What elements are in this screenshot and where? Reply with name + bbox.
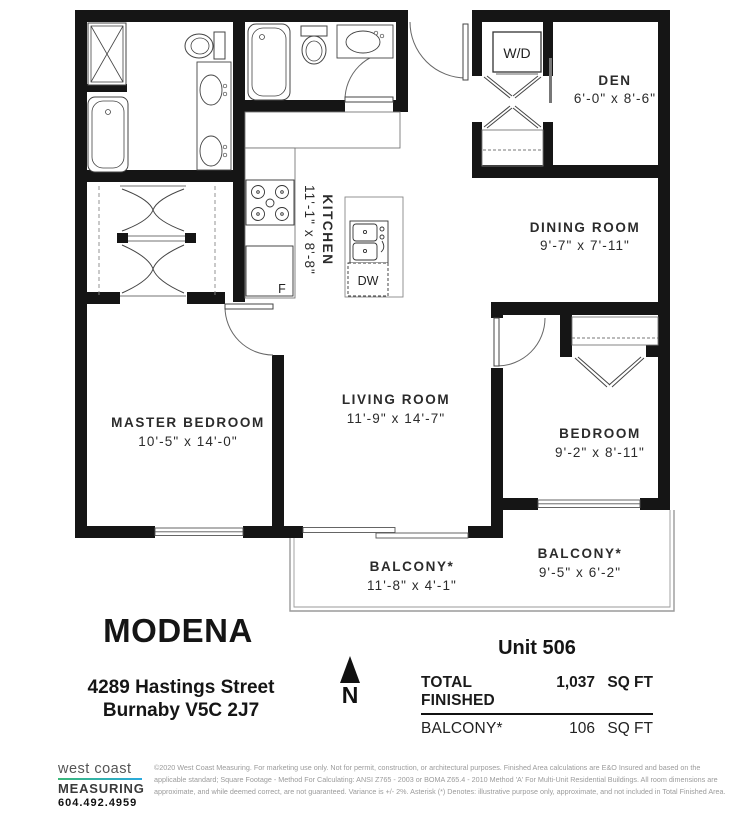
room-label-bedroom (555, 426, 645, 460)
address-line1: 4289 Hastings Street (87, 677, 275, 698)
measuring-company-logo (58, 761, 145, 810)
wall-segment (472, 165, 670, 178)
room-name: MASTER BEDROOM (111, 415, 265, 430)
entry-closet-shelf (482, 130, 543, 166)
wall-segment (503, 498, 538, 510)
bedroom-door (494, 318, 545, 366)
wall-segment (646, 345, 658, 357)
disclaimer-line: approximate, and while deemed correct, are not guaranteed. Variance is +/- 2%. Asterisk (*) Denotes: illustrative purpose only, approximate, and not included in Total Finished Area. (154, 787, 726, 796)
area-unit: SQ FT (607, 720, 653, 737)
address-line2: Burnaby V5C 2J7 (102, 700, 260, 721)
room-label-den (574, 73, 656, 106)
wall-segment (187, 292, 225, 304)
wall-segment (472, 10, 670, 22)
toilet (185, 32, 225, 59)
room-dims: 9'-2" x 8'-11" (555, 445, 645, 460)
area-row-total (421, 672, 653, 715)
wall-segment (491, 498, 503, 538)
master-closet-bifolds (99, 186, 215, 298)
ensuite-fixtures (88, 23, 231, 172)
wall-segment (472, 22, 482, 76)
fridge-label: F (278, 282, 286, 296)
main-bath-fixtures (248, 24, 393, 100)
logo-phone: 604.492.4959 (58, 797, 138, 809)
kitchen-counter (245, 112, 400, 148)
room-dims: 10'-5" x 14'-0" (138, 434, 238, 449)
bathtub (88, 97, 128, 172)
room-name: BALCONY* (369, 559, 455, 574)
island-sink (350, 221, 388, 263)
bathtub (248, 24, 290, 100)
windows (155, 500, 640, 538)
room-label-balcony-bedroom (538, 546, 623, 580)
room-name: DINING ROOM (529, 220, 641, 235)
wall-segment (658, 10, 670, 510)
stove (246, 180, 294, 225)
vanity-double-sink (197, 62, 231, 170)
room-label-dining (530, 220, 641, 253)
fridge (246, 246, 293, 296)
wall-segment (243, 526, 303, 538)
wall-segment (491, 302, 503, 318)
entry-door (410, 22, 468, 80)
area-unit: SQ FT (607, 674, 653, 691)
wd-closet-bifold (484, 76, 541, 98)
room-label-living (342, 392, 450, 426)
room-dims: 9'-7" x 7'-11" (540, 238, 630, 253)
building-name: MODENA (103, 612, 253, 649)
shower (88, 23, 126, 85)
wall-segment (560, 315, 572, 357)
disclaimer-line: applicable standard; Square Footage - Method For Calculating: ANSI Z765 - 2003 or BOMA Z65.4 - 2010 Method 'A' For Multi-Unit Residential Buildings. All room dimensions are (154, 775, 718, 784)
wall-segment (549, 58, 552, 103)
master-bedroom-door (225, 304, 273, 355)
area-summary (421, 637, 653, 741)
wall-segment (245, 100, 345, 112)
bedroom-closet-shelf (572, 317, 658, 345)
toilet (301, 26, 327, 64)
logo-line2: MEASURING (58, 781, 145, 796)
north-label: N (341, 682, 359, 708)
area-label: TOTAL FINISHED (421, 674, 495, 709)
wall-segment (491, 368, 503, 498)
room-name: BEDROOM (559, 426, 641, 441)
room-name: DEN (598, 73, 632, 88)
room-dims: 6'-0" x 8'-6" (573, 91, 657, 106)
room-name: KITCHEN (320, 194, 335, 266)
unit-label: Unit 506 (498, 637, 576, 659)
room-name: BALCONY* (537, 546, 623, 561)
wall-segment (185, 233, 196, 243)
disclaimer (154, 762, 726, 798)
area-label: BALCONY* (421, 720, 503, 737)
bedroom-closet-bifold (575, 357, 644, 387)
title-block (88, 612, 268, 650)
logo-line1: west coast (58, 761, 132, 777)
address (58, 676, 304, 722)
area-value: 106 (569, 720, 595, 737)
wall-segment (117, 233, 128, 243)
living-sliding-door (303, 528, 468, 539)
sink (337, 25, 393, 58)
room-label-balcony-living (367, 559, 457, 593)
area-row-balcony (421, 715, 653, 741)
compass (330, 656, 370, 707)
wall-segment (640, 498, 670, 510)
north-arrow-icon (340, 656, 360, 683)
wall-segment (233, 10, 245, 302)
disclaimer-line: ©2020 West Coast Measuring. For marketing use only. Not for permit, construction, or architectural purposes. Finished Area calculations are E&O Insured and based on the (154, 763, 701, 772)
logo-underline (58, 778, 142, 780)
bedroom-window (538, 500, 640, 508)
room-dims: 11'-1" x 8'-8" (302, 185, 317, 275)
wall-segment (396, 10, 408, 112)
wall-segment (543, 122, 553, 170)
bathroom-door (345, 52, 393, 102)
entry-closet-bifold (484, 106, 541, 128)
wall-segment (503, 302, 670, 315)
room-label-master (111, 415, 265, 449)
footer (58, 762, 733, 810)
washer-dryer-label: W/D (503, 45, 531, 61)
master-window (155, 528, 243, 536)
wall-segment (87, 292, 120, 304)
room-dims: 11'-8" x 4'-1" (367, 578, 457, 593)
room-dims: 9'-5" x 6'-2" (538, 565, 622, 580)
room-label-kitchen (302, 185, 335, 275)
area-value: 1,037 (556, 674, 595, 691)
dishwasher-label: DW (357, 274, 379, 288)
wall-segment (472, 122, 482, 170)
wall-segment (75, 526, 155, 538)
wall-segment (272, 355, 284, 526)
room-dims: 11'-9" x 14'-7" (346, 411, 446, 426)
room-name: LIVING ROOM (341, 392, 451, 407)
